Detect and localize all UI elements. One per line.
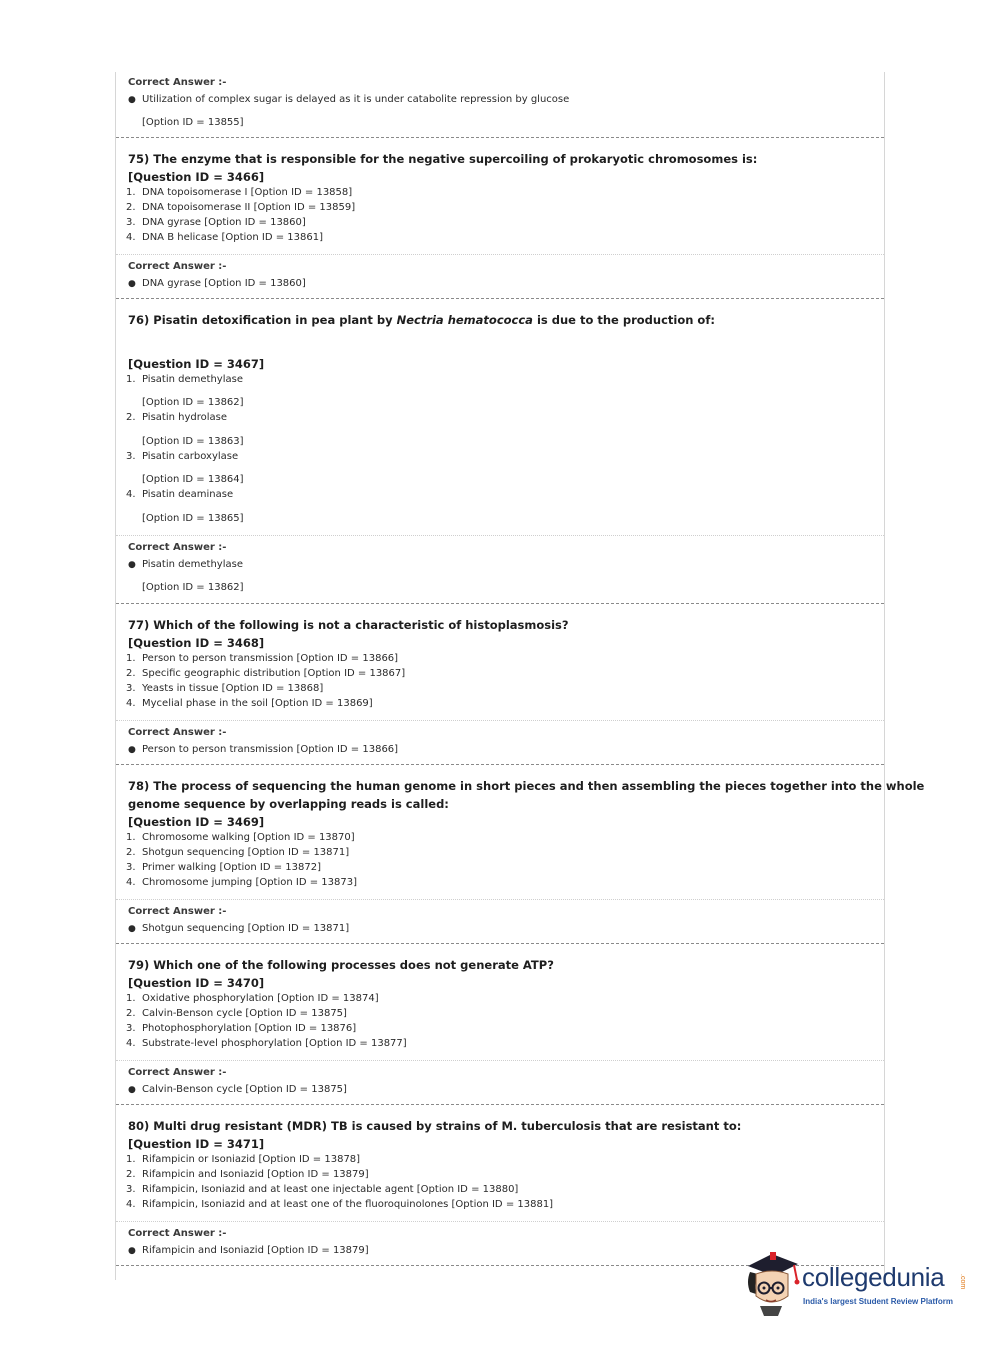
q80-option-4: 4. Rifampicin, Isoniazid and at least one of the fluoroquinolones [Option ID = 13881] (126, 1199, 554, 1210)
divider (116, 943, 884, 944)
question-80-id: [Question ID = 3471] (128, 1137, 265, 1151)
q80-correct-label: Correct Answer :- (128, 1228, 227, 1239)
prev-answer: ● Utilization of complex sugar is delayed as it is under catabolite repression by glucose (128, 94, 570, 105)
q79-correct-label: Correct Answer :- (128, 1067, 227, 1078)
q75-correct-label: Correct Answer :- (128, 261, 227, 272)
separator (116, 899, 884, 900)
question-78-text-line2: genome sequence by overlapping reads is called: (128, 797, 449, 811)
q76-option-2-id: [Option ID = 13863] (142, 436, 244, 447)
question-77-text: 77) Which of the following is not a characteristic of histoplasmosis? (128, 618, 569, 632)
q76-option-4-id: [Option ID = 13865] (142, 513, 244, 524)
divider (116, 764, 884, 765)
q79-option-1: 1. Oxidative phosphorylation [Option ID = 13874] (126, 993, 379, 1004)
divider (116, 1104, 884, 1105)
q76-option-1-id: [Option ID = 13862] (142, 397, 244, 408)
q75-option-4: 4. DNA B helicase [Option ID = 13861] (126, 232, 324, 243)
question-76-id: [Question ID = 3467] (128, 357, 265, 371)
mascot-icon (742, 1248, 804, 1318)
q77-option-3: 3. Yeasts in tissue [Option ID = 13868] (126, 683, 324, 694)
q76-option-3: 3. Pisatin carboxylase (126, 451, 239, 462)
question-79-text: 79) Which one of the following processes does not generate ATP? (128, 958, 554, 972)
q79-option-2: 2. Calvin-Benson cycle [Option ID = 13875] (126, 1008, 347, 1019)
separator (116, 254, 884, 255)
logo-com-suffix: .com (959, 1274, 966, 1290)
q80-option-1: 1. Rifampicin or Isoniazid [Option ID = 13878] (126, 1154, 361, 1165)
q75-option-1: 1. DNA topoisomerase I [Option ID = 13858] (126, 187, 353, 198)
prev-answer-option: [Option ID = 13855] (142, 117, 244, 128)
question-78-id: [Question ID = 3469] (128, 815, 265, 829)
q80-answer: ● Rifampicin and Isoniazid [Option ID = 13879] (128, 1245, 369, 1256)
collegedunia-logo[interactable] (742, 1248, 972, 1318)
q76-answer-option: [Option ID = 13862] (142, 582, 244, 593)
q76-option-4: 4. Pisatin deaminase (126, 489, 234, 500)
q79-option-4: 4. Substrate-level phosphorylation [Option ID = 13877] (126, 1038, 407, 1049)
q77-correct-label: Correct Answer :- (128, 727, 227, 738)
q76-option-2: 2. Pisatin hydrolase (126, 412, 228, 423)
separator (116, 535, 884, 536)
q79-answer: ● Calvin-Benson cycle [Option ID = 13875] (128, 1084, 347, 1095)
q79-option-3: 3. Photophosphorylation [Option ID = 13876] (126, 1023, 357, 1034)
logo-tagline: India's largest Student Review Platform (803, 1297, 953, 1306)
q76-option-1: 1. Pisatin demethylase (126, 374, 243, 385)
question-79-id: [Question ID = 3470] (128, 976, 265, 990)
q78-option-4: 4. Chromosome jumping [Option ID = 13873] (126, 877, 357, 888)
separator (116, 720, 884, 721)
prev-correct-label: Correct Answer :- (128, 77, 227, 88)
divider (116, 603, 884, 604)
q80-option-3: 3. Rifampicin, Isoniazid and at least one injectable agent [Option ID = 13880] (126, 1184, 519, 1195)
q76-option-3-id: [Option ID = 13864] (142, 474, 244, 485)
q78-option-1: 1. Chromosome walking [Option ID = 13870] (126, 832, 355, 843)
q78-option-3: 3. Primer walking [Option ID = 13872] (126, 862, 321, 873)
logo-wordmark: collegedunia (802, 1262, 945, 1292)
q77-option-4: 4. Mycelial phase in the soil [Option ID = 13869] (126, 698, 373, 709)
q80-option-2: 2. Rifampicin and Isoniazid [Option ID = 13879] (126, 1169, 369, 1180)
q76-answer: ● Pisatin demethylase (128, 559, 243, 570)
separator (116, 1060, 884, 1061)
q77-answer: ● Person to person transmission [Option ID = 13866] (128, 744, 399, 755)
q78-option-2: 2. Shotgun sequencing [Option ID = 13871] (126, 847, 350, 858)
question-76-text: 76) Pisatin detoxification in pea plant by Nectria hematococca is due to the production of: (128, 313, 715, 327)
q78-correct-label: Correct Answer :- (128, 906, 227, 917)
question-78-text-line1: 78) The process of sequencing the human genome in short pieces and then assembling the pieces together into the whole (128, 779, 925, 793)
q76-correct-label: Correct Answer :- (128, 542, 227, 553)
question-80-text: 80) Multi drug resistant (MDR) TB is caused by strains of M. tuberculosis that are resistant to: (128, 1119, 742, 1133)
divider (116, 137, 884, 138)
question-75-id: [Question ID = 3466] (128, 170, 265, 184)
separator (116, 1221, 884, 1222)
q77-option-1: 1. Person to person transmission [Option ID = 13866] (126, 653, 399, 664)
q75-option-2: 2. DNA topoisomerase II [Option ID = 13859] (126, 202, 356, 213)
q77-option-2: 2. Specific geographic distribution [Option ID = 13867] (126, 668, 406, 679)
q78-answer: ● Shotgun sequencing [Option ID = 13871] (128, 923, 350, 934)
question-75-text: 75) The enzyme that is responsible for the negative supercoiling of prokaryotic chromosomes is: (128, 152, 758, 166)
divider (116, 298, 884, 299)
question-77-id: [Question ID = 3468] (128, 636, 265, 650)
q75-option-3: 3. DNA gyrase [Option ID = 13860] (126, 217, 306, 228)
q75-answer: ● DNA gyrase [Option ID = 13860] (128, 278, 306, 289)
